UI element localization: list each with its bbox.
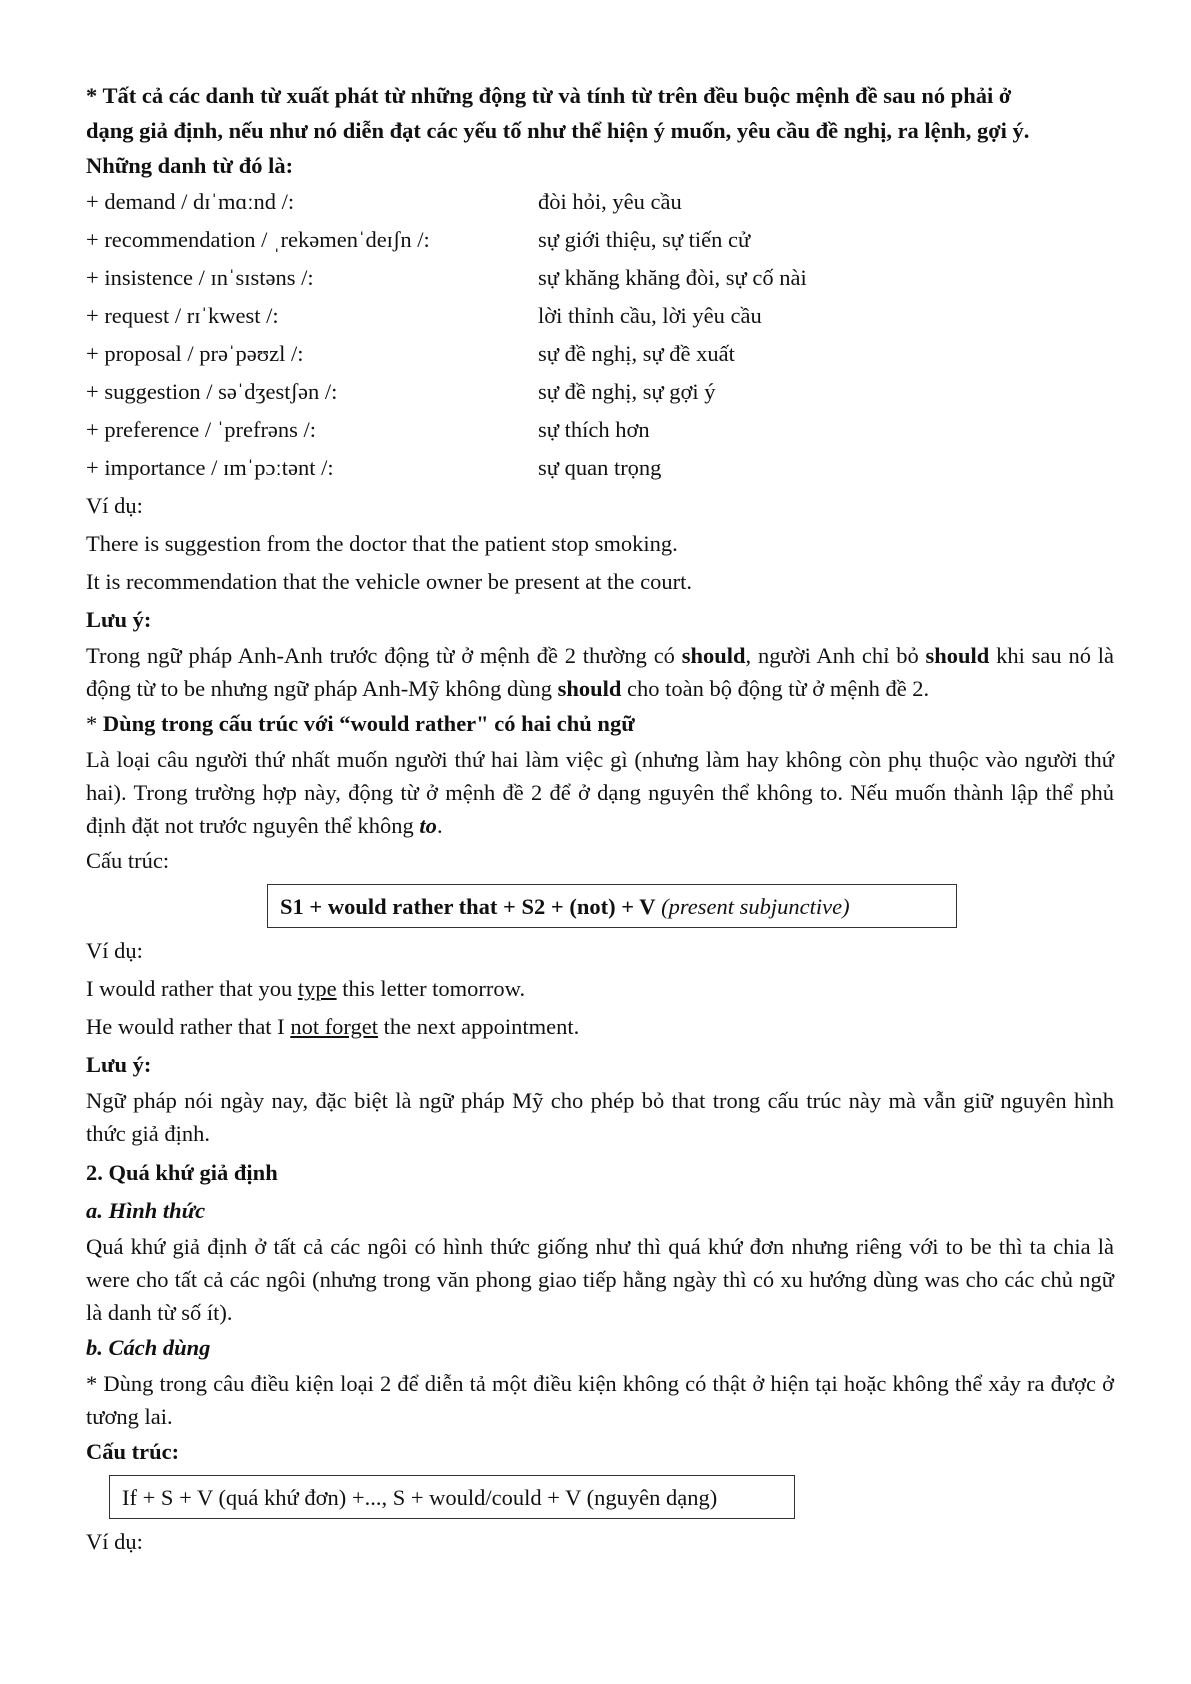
intro-line-1: * Tất cả các danh từ xuất phát từ những động từ và tính từ trên đều buộc mệnh đề sau nó phải ở [86,83,1012,108]
vocab-term: + importance / ɪmˈpɔːtənt /: [86,455,334,480]
vocab-row [86,335,1114,373]
formula-wrap [86,1475,1114,1519]
paragraph-end: . [436,813,443,838]
note-text-3: khi sau nó là động từ to be nhưng ngữ pháp Anh-Mỹ không dùng [86,643,1115,701]
note-keyword-should: should [557,676,622,701]
note-label: Lưu ý: [86,607,152,632]
vocab-row [86,297,1114,335]
intro-paragraph [86,78,1114,183]
vocab-list [86,183,1114,487]
vocab-term: + preference / ˈprefrəns /: [86,417,317,442]
formula-box: If + S + V (quá khứ đơn) +..., S + would/could + V (nguyên dạng) [109,1475,795,1519]
formula-box [267,884,957,928]
vocab-meaning: lời thỉnh cầu, lời yêu cầu [538,303,762,328]
subheading-usage: b. Cách dùng [86,1335,211,1360]
note-paragraph [86,639,1114,705]
document-page [86,78,1114,1561]
example-underlined: not forget [290,1014,379,1039]
vocab-row [86,373,1114,411]
example-label: Ví dụ: [86,938,143,963]
example-text: He would rather that I [86,1014,291,1039]
paragraph-text: Là loại câu người thứ nhất muốn người thứ hai làm việc gì (nhưng làm hay không còn phụ thuộc vào người thứ hai). Trong trường hợp này, động từ ở mệnh đề 2 để ở dạng nguyên thể không to. Nếu muốn thành lập thể phủ định đặt not trước nguyên thể không [86,747,1114,838]
intro-line-2: dạng giả định, nếu như nó diễn đạt các yếu tố như thể hiện ý muốn, yêu cầu đề nghị, ra lệnh, gợi ý. [86,118,1030,143]
would-rather-paragraph [86,743,1114,842]
subheading-form: a. Hình thức [86,1198,206,1223]
example-text: the next appointment. [378,1014,580,1039]
formula-italic: (present subjunctive) [655,894,850,919]
vocab-meaning: sự thích hơn [538,417,650,442]
vocab-term: + proposal / prəˈpəʊzl /: [86,341,304,366]
form-paragraph: Quá khứ giả định ở tất cả các ngôi có hình thức giống như thì quá khứ đơn nhưng riêng với to be thì ta chia là were cho tất cả các ngôi (nhưng trong văn phong giao tiếp hằng ngày thì có xu hướng dùng was cho các chủ ngữ là danh từ số ít). [86,1234,1114,1325]
vocab-term: + insistence / ɪnˈsɪstəns /: [86,265,314,290]
vocab-meaning: sự khăng khăng đòi, sự cố nài [538,265,807,290]
example-label: Ví dụ: [86,493,143,518]
formula-bold: S1 + would rather that + S2 + (not) + V [280,894,656,919]
note-keyword-should: should [925,643,990,668]
intro-line-3: Những danh từ đó là: [86,153,294,178]
keyword-to: to [419,813,437,838]
heading-text: Dùng trong cấu trúc với “would rather" có hai chủ ngữ [102,711,635,736]
vocab-meaning: sự đề nghị, sự đề xuất [538,341,735,366]
note-label: Lưu ý: [86,1052,152,1077]
vocab-row [86,259,1114,297]
example-sentence-1 [86,970,1114,1008]
heading-bullet: * [86,711,103,736]
vocab-meaning: sự quan trọng [538,455,662,480]
vocab-meaning: sự đề nghị, sự gợi ý [538,379,716,404]
vocab-row [86,449,1114,487]
structure-label: Cấu trúc: [86,1439,180,1464]
vocab-term: + recommendation / ˌrekəmenˈdeɪʃn /: [86,227,430,252]
vocab-term: + demand / dɪˈmɑːnd /: [86,189,295,214]
example-sentence-1: There is suggestion from the doctor that the patient stop smoking. [86,531,678,556]
vocab-term: + request / rɪˈkwest /: [86,303,279,328]
example-sentence-2: It is recommendation that the vehicle owner be present at the court. [86,569,693,594]
note-text-4: cho toàn bộ động từ ở mệnh đề 2. [621,676,930,701]
note-text-1: Trong ngữ pháp Anh-Anh trước động từ ở mệnh đề 2 thường có [86,643,682,668]
example-sentence-2 [86,1008,1114,1046]
section-heading: 2. Quá khứ giả định [86,1160,278,1185]
example-underlined: type [297,976,337,1001]
usage-paragraph: * Dùng trong câu điều kiện loại 2 để diễn tả một điều kiện không có thật ở hiện tại hoặc không thể xảy ra được ở tương lai. [86,1371,1114,1429]
vocab-row [86,183,1114,221]
formula-wrap [86,884,1114,928]
example-text: this letter tomorrow. [336,976,526,1001]
note-paragraph: Ngữ pháp nói ngày nay, đặc biệt là ngữ pháp Mỹ cho phép bỏ that trong cấu trúc này mà vẫn giữ nguyên hình thức giả định. [86,1088,1114,1146]
vocab-row [86,411,1114,449]
note-text-2: , người Anh chỉ bỏ [745,643,926,668]
vocab-row [86,221,1114,259]
vocab-meaning: sự giới thiệu, sự tiến cử [538,227,751,252]
example-label: Ví dụ: [86,1529,143,1554]
structure-label: Cấu trúc: [86,848,170,873]
example-text: I would rather that you [86,976,298,1001]
vocab-meaning: đòi hỏi, yêu cầu [538,189,682,214]
would-rather-heading [86,705,1114,743]
vocab-term: + suggestion / səˈdʒestʃən /: [86,379,338,404]
note-keyword-should: should [681,643,746,668]
